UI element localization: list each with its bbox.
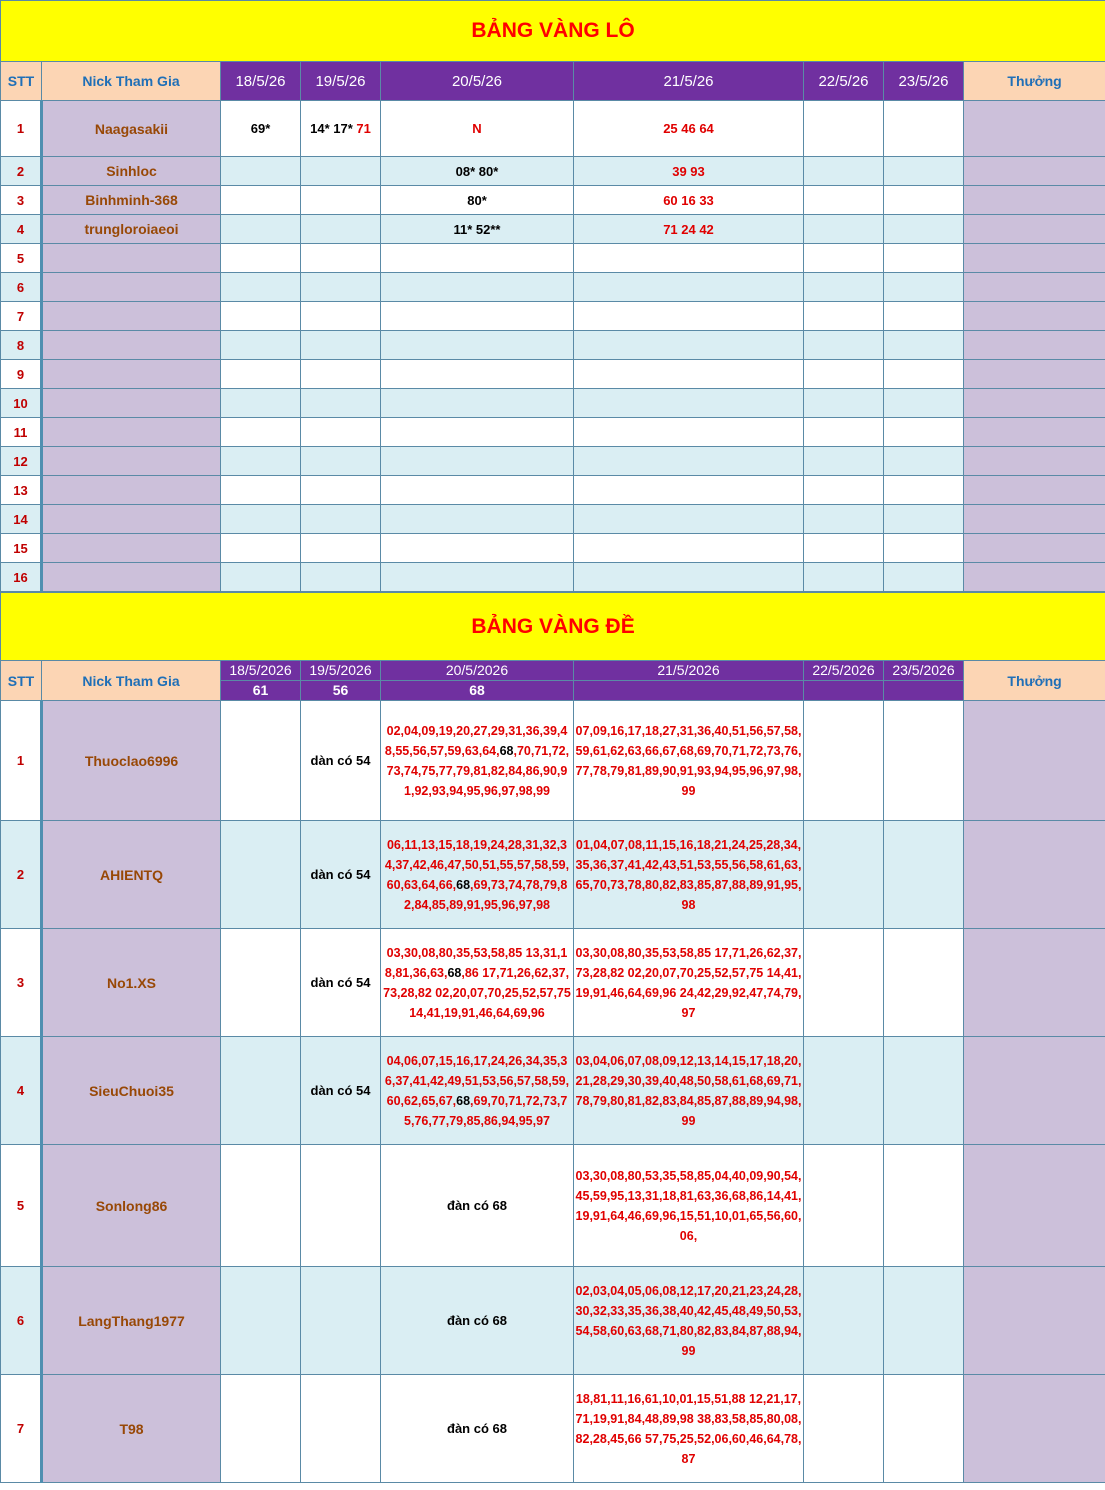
day-header: 20/5/2026 (381, 661, 574, 681)
row-number: 8 (1, 331, 42, 360)
pick-cell (221, 505, 301, 534)
pick-text: 14* 17* (310, 121, 357, 136)
pick-cell (884, 273, 964, 302)
table-row (1, 476, 1105, 505)
table-row (1, 244, 1105, 273)
row-number: 1 (1, 101, 42, 157)
pick-cell (221, 476, 301, 505)
row-number: 7 (1, 1375, 42, 1483)
pick-cell (574, 563, 804, 592)
reward-cell (964, 302, 1105, 331)
pick-cell (301, 1267, 381, 1375)
day-header: 23/5/2026 (884, 661, 964, 681)
row-number: 6 (1, 1267, 42, 1375)
pick-cell (884, 505, 964, 534)
reward-cell (964, 476, 1105, 505)
pick-cell (804, 929, 884, 1037)
pick-cell (221, 273, 301, 302)
pick-cell (221, 534, 301, 563)
number-list: 03,30,08,80,35,53,58,85 17,71,26,62,37,73,28,82 02,20,07,70,25,52,57,75 14,41,19,91,46,64,69,96 24,42,29,92,47,74,79,97 (574, 929, 804, 1037)
table-row (1, 534, 1105, 563)
result-value (884, 681, 964, 701)
pick-cell (381, 563, 574, 592)
pick-cell (804, 418, 884, 447)
pick-cell (804, 244, 884, 273)
pick-cell (804, 1145, 884, 1267)
reward-cell (964, 929, 1105, 1037)
reward-cell (964, 273, 1105, 302)
table-row (1, 157, 1105, 186)
nick-name: LangThang1977 (42, 1267, 221, 1375)
pick-cell (574, 360, 804, 389)
row-number: 15 (1, 534, 42, 563)
pick-cell (804, 273, 884, 302)
number-list: 07,09,16,17,18,27,31,36,40,51,56,57,58,59,61,62,63,66,67,68,69,70,71,72,73,76,77,78,79,81,89,90,91,93,94,95,96,97,98,99 (574, 701, 804, 821)
reward-cell (964, 505, 1105, 534)
pick-cell (804, 215, 884, 244)
pick-cell (381, 389, 574, 418)
pick-cell (301, 447, 381, 476)
pick-cell (301, 389, 381, 418)
pick-cell (804, 476, 884, 505)
pick-cell (381, 447, 574, 476)
pick-hit-text: 71 (356, 121, 371, 136)
pick-cell (301, 273, 381, 302)
day-header: 23/5/26 (884, 62, 964, 101)
day-header: 20/5/26 (381, 62, 574, 101)
reward-cell (964, 1037, 1105, 1145)
pick-cell (301, 1375, 381, 1483)
row-number: 4 (1, 215, 42, 244)
row-number: 6 (1, 273, 42, 302)
number-list: 01,04,07,08,11,15,16,18,21,24,25,28,34,35,36,37,41,42,43,51,53,55,56,58,61,63,65,70,73,78,80,82,83,85,87,88,89,91,95,98 (574, 821, 804, 929)
day-header: 18/5/2026 (221, 661, 301, 681)
number-list-text: 04,06,07,15,16,17,24,26,34,35,36,37,41,42,49,51,53,56,57,58,59,60,62,65,67, (384, 1053, 570, 1108)
nick-name: Sinhloc (42, 157, 221, 186)
pick-cell (884, 701, 964, 821)
pick-cell: dàn có 54 (301, 1037, 381, 1145)
pick-cell (804, 1267, 884, 1375)
table-row (1, 1267, 1105, 1375)
pick-cell (221, 244, 301, 273)
result-value (574, 681, 804, 701)
pick-cell: đàn có 68 (381, 1145, 574, 1267)
table-row (1, 360, 1105, 389)
day-header: 21/5/26 (574, 62, 804, 101)
reward-cell (964, 821, 1105, 929)
pick-cell (381, 418, 574, 447)
day-header: 21/5/2026 (574, 661, 804, 681)
pick-cell (884, 929, 964, 1037)
number-list (381, 701, 574, 821)
nick-name (42, 244, 221, 273)
pick-cell (804, 534, 884, 563)
table-row (1, 331, 1105, 360)
pick-cell: đàn có 68 (381, 1267, 574, 1375)
reward-cell (964, 360, 1105, 389)
nick-name: Thuoclao6996 (42, 701, 221, 821)
pick-cell (381, 302, 574, 331)
pick-cell (804, 157, 884, 186)
nick-name: SieuChuoi35 (42, 1037, 221, 1145)
row-number: 10 (1, 389, 42, 418)
pick-cell (221, 821, 301, 929)
row-number: 16 (1, 563, 42, 592)
number-list-text: ,70,71,72,73,74,75,77,79,81,82,84,86,90,91,92,93,94,95,96,97,98,99 (386, 743, 570, 798)
nick-name: Naagasakii (42, 101, 221, 157)
number-list: 02,03,04,05,06,08,12,17,20,21,23,24,28,30,32,33,35,36,38,40,42,45,48,49,50,53,54,58,60,63,68,71,80,82,83,84,87,88,94,99 (574, 1267, 804, 1375)
result-value: 68 (381, 681, 574, 701)
pick-cell (381, 244, 574, 273)
result-value: 56 (301, 681, 381, 701)
pick-cell (221, 215, 301, 244)
reward-cell (964, 389, 1105, 418)
nick-name (42, 273, 221, 302)
pick-cell (301, 215, 381, 244)
nick-name (42, 563, 221, 592)
pick-cell (884, 360, 964, 389)
pick-cell: 08* 80* (381, 157, 574, 186)
pick-cell (884, 186, 964, 215)
pick-cell (221, 302, 301, 331)
reward-cell (964, 215, 1105, 244)
de-table (0, 592, 1105, 1483)
reward-cell (964, 1267, 1105, 1375)
number-list (381, 821, 574, 929)
number-list: 03,30,08,80,53,35,58,85,04,40,09,90,54,45,59,95,13,31,18,81,63,36,68,86,14,41,19,91,64,46,69,96,15,51,10,01,65,56,60,06, (574, 1145, 804, 1267)
pick-cell (804, 186, 884, 215)
pick-cell (381, 331, 574, 360)
pick-cell: N (381, 101, 574, 157)
nick-name: T98 (42, 1375, 221, 1483)
row-number: 4 (1, 1037, 42, 1145)
lo-title: BẢNG VÀNG LÔ (1, 1, 1105, 62)
pick-cell (804, 1375, 884, 1483)
pick-cell (804, 101, 884, 157)
day-header: 19/5/26 (301, 62, 381, 101)
de-title: BẢNG VÀNG ĐỀ (1, 593, 1105, 661)
pick-cell (221, 929, 301, 1037)
pick-cell (301, 476, 381, 505)
pick-cell (301, 244, 381, 273)
number-list-text: 06,11,13,15,18,19,24,28,31,32,34,37,42,46,47,50,51,55,57,58,59,60,63,64,66, (384, 837, 570, 892)
table-row (1, 273, 1105, 302)
number-list-text: ,86 17,71,26,62,37,73,28,82 02,20,07,70,25,52,57,75 14,41,19,91,46,64,69,96 (383, 965, 571, 1020)
stt-header: STT (1, 62, 42, 101)
pick-cell (381, 273, 574, 302)
reward-cell (964, 331, 1105, 360)
pick-cell: dàn có 54 (301, 929, 381, 1037)
pick-cell: dàn có 54 (301, 701, 381, 821)
pick-cell: 80* (381, 186, 574, 215)
table-row (1, 929, 1105, 1037)
number-list (381, 929, 574, 1037)
table-row (1, 821, 1105, 929)
table-row (1, 101, 1105, 157)
pick-cell (221, 186, 301, 215)
number-list (381, 1037, 574, 1145)
pick-cell (884, 302, 964, 331)
nick-name (42, 476, 221, 505)
pick-cell (884, 476, 964, 505)
pick-cell (221, 563, 301, 592)
pick-cell (884, 1267, 964, 1375)
nick-name: Binhminh-368 (42, 186, 221, 215)
pick-cell (884, 534, 964, 563)
hit-number: 68 (456, 877, 471, 892)
pick-cell (574, 302, 804, 331)
lo-table (0, 0, 1105, 592)
hit-number: 68 (456, 1093, 471, 1108)
table-row (1, 302, 1105, 331)
pick-cell (804, 360, 884, 389)
row-number: 1 (1, 701, 42, 821)
pick-cell: 25 46 64 (574, 101, 804, 157)
nick-name: AHIENTQ (42, 821, 221, 929)
pick-cell (804, 447, 884, 476)
pick-cell (301, 186, 381, 215)
pick-cell (804, 701, 884, 821)
number-list: 03,04,06,07,08,09,12,13,14,15,17,18,20,21,28,29,30,39,40,48,50,58,61,68,69,71,78,79,80,81,82,83,84,85,87,88,89,94,98,99 (574, 1037, 804, 1145)
nick-name (42, 302, 221, 331)
pick-cell (221, 701, 301, 821)
pick-cell (381, 360, 574, 389)
pick-cell (301, 157, 381, 186)
reward-cell (964, 701, 1105, 821)
pick-cell (804, 389, 884, 418)
row-number: 3 (1, 929, 42, 1037)
table-row (1, 1037, 1105, 1145)
nick-name (42, 505, 221, 534)
number-list: 18,81,11,16,61,10,01,15,51,88 12,21,17,71,19,91,84,48,89,98 38,83,58,85,80,08,82,28,45,66 57,75,25,52,06,60,46,64,78,87 (574, 1375, 804, 1483)
table-row (1, 505, 1105, 534)
pick-cell (804, 821, 884, 929)
pick-cell (884, 101, 964, 157)
pick-cell (884, 389, 964, 418)
pick-cell (221, 360, 301, 389)
nick-name (42, 418, 221, 447)
nick-name: Sonlong86 (42, 1145, 221, 1267)
pick-cell: 11* 52** (381, 215, 574, 244)
nick-header: Nick Tham Gia (42, 661, 221, 701)
pick-cell (574, 244, 804, 273)
number-list-text: 02,04,09,19,20,27,29,31,36,39,48,55,56,57,59,63,64, (384, 723, 568, 758)
nick-header: Nick Tham Gia (42, 62, 221, 101)
nick-name: No1.XS (42, 929, 221, 1037)
pick-cell (221, 1145, 301, 1267)
pick-cell (301, 418, 381, 447)
reward-cell (964, 563, 1105, 592)
reward-cell (964, 101, 1105, 157)
pick-cell (221, 331, 301, 360)
pick-cell (574, 534, 804, 563)
reward-cell (964, 157, 1105, 186)
pick-cell (804, 1037, 884, 1145)
pick-cell (804, 505, 884, 534)
table-row (1, 563, 1105, 592)
pick-cell (574, 389, 804, 418)
pick-cell (301, 563, 381, 592)
pick-cell (804, 302, 884, 331)
reward-header: Thưởng (964, 62, 1105, 101)
day-header: 18/5/26 (221, 62, 301, 101)
row-number: 9 (1, 360, 42, 389)
table-row (1, 215, 1105, 244)
pick-cell (884, 1037, 964, 1145)
pick-cell (884, 331, 964, 360)
table-row (1, 186, 1105, 215)
pick-cell (301, 331, 381, 360)
pick-cell: 71 24 42 (574, 215, 804, 244)
pick-cell (221, 1375, 301, 1483)
table-row (1, 418, 1105, 447)
nick-name (42, 534, 221, 563)
pick-cell (574, 418, 804, 447)
nick-name (42, 447, 221, 476)
pick-cell (884, 215, 964, 244)
pick-cell (574, 331, 804, 360)
pick-cell (884, 447, 964, 476)
pick-cell (301, 534, 381, 563)
reward-cell (964, 447, 1105, 476)
nick-name (42, 389, 221, 418)
row-number: 3 (1, 186, 42, 215)
result-value: 61 (221, 681, 301, 701)
pick-cell: 69* (221, 101, 301, 157)
row-number: 5 (1, 244, 42, 273)
reward-cell (964, 1145, 1105, 1267)
reward-cell (964, 186, 1105, 215)
pick-cell (884, 1145, 964, 1267)
row-number: 7 (1, 302, 42, 331)
table-row (1, 1375, 1105, 1483)
reward-header: Thưởng (964, 661, 1105, 701)
pick-cell (574, 447, 804, 476)
pick-cell (301, 302, 381, 331)
day-header: 22/5/26 (804, 62, 884, 101)
row-number: 5 (1, 1145, 42, 1267)
pick-cell (804, 563, 884, 592)
pick-cell (381, 534, 574, 563)
pick-cell (574, 273, 804, 302)
nick-name: trungloroiaeoi (42, 215, 221, 244)
reward-cell (964, 1375, 1105, 1483)
pick-cell (221, 447, 301, 476)
table-row (1, 447, 1105, 476)
hit-number: 68 (447, 965, 462, 980)
pick-cell (884, 1375, 964, 1483)
pick-cell (301, 505, 381, 534)
pick-cell (221, 1037, 301, 1145)
table-row (1, 701, 1105, 821)
pick-cell: 60 16 33 (574, 186, 804, 215)
pick-cell (301, 360, 381, 389)
table-row (1, 1145, 1105, 1267)
pick-cell (884, 563, 964, 592)
pick-cell: 39 93 (574, 157, 804, 186)
pick-cell (884, 418, 964, 447)
pick-cell (884, 821, 964, 929)
hit-number: 68 (499, 743, 514, 758)
pick-cell (884, 157, 964, 186)
pick-cell (221, 157, 301, 186)
pick-cell (574, 505, 804, 534)
pick-cell: đàn có 68 (381, 1375, 574, 1483)
row-number: 11 (1, 418, 42, 447)
nick-name (42, 360, 221, 389)
row-number: 2 (1, 157, 42, 186)
number-list-text: ,69,70,71,72,73,75,76,77,79,85,86,94,95,97 (404, 1093, 568, 1128)
day-header: 19/5/2026 (301, 661, 381, 681)
pick-cell (804, 331, 884, 360)
row-number: 14 (1, 505, 42, 534)
row-number: 12 (1, 447, 42, 476)
pick-cell (884, 244, 964, 273)
stt-header: STT (1, 661, 42, 701)
reward-cell (964, 418, 1105, 447)
row-number: 13 (1, 476, 42, 505)
table-row (1, 389, 1105, 418)
pick-cell (381, 505, 574, 534)
number-list-text: 03,30,08,80,35,53,58,85 13,31,18,81,36,63, (384, 945, 568, 980)
pick-cell (574, 476, 804, 505)
pick-cell (381, 476, 574, 505)
pick-cell (301, 101, 381, 157)
day-header: 22/5/2026 (804, 661, 884, 681)
reward-cell (964, 244, 1105, 273)
number-list-text: ,69,73,74,78,79,82,84,85,89,91,95,96,97,98 (404, 877, 568, 912)
result-value (804, 681, 884, 701)
pick-cell (221, 1267, 301, 1375)
pick-cell (221, 418, 301, 447)
row-number: 2 (1, 821, 42, 929)
nick-name (42, 331, 221, 360)
pick-cell (301, 1145, 381, 1267)
reward-cell (964, 534, 1105, 563)
pick-cell (221, 389, 301, 418)
pick-cell: dàn có 54 (301, 821, 381, 929)
